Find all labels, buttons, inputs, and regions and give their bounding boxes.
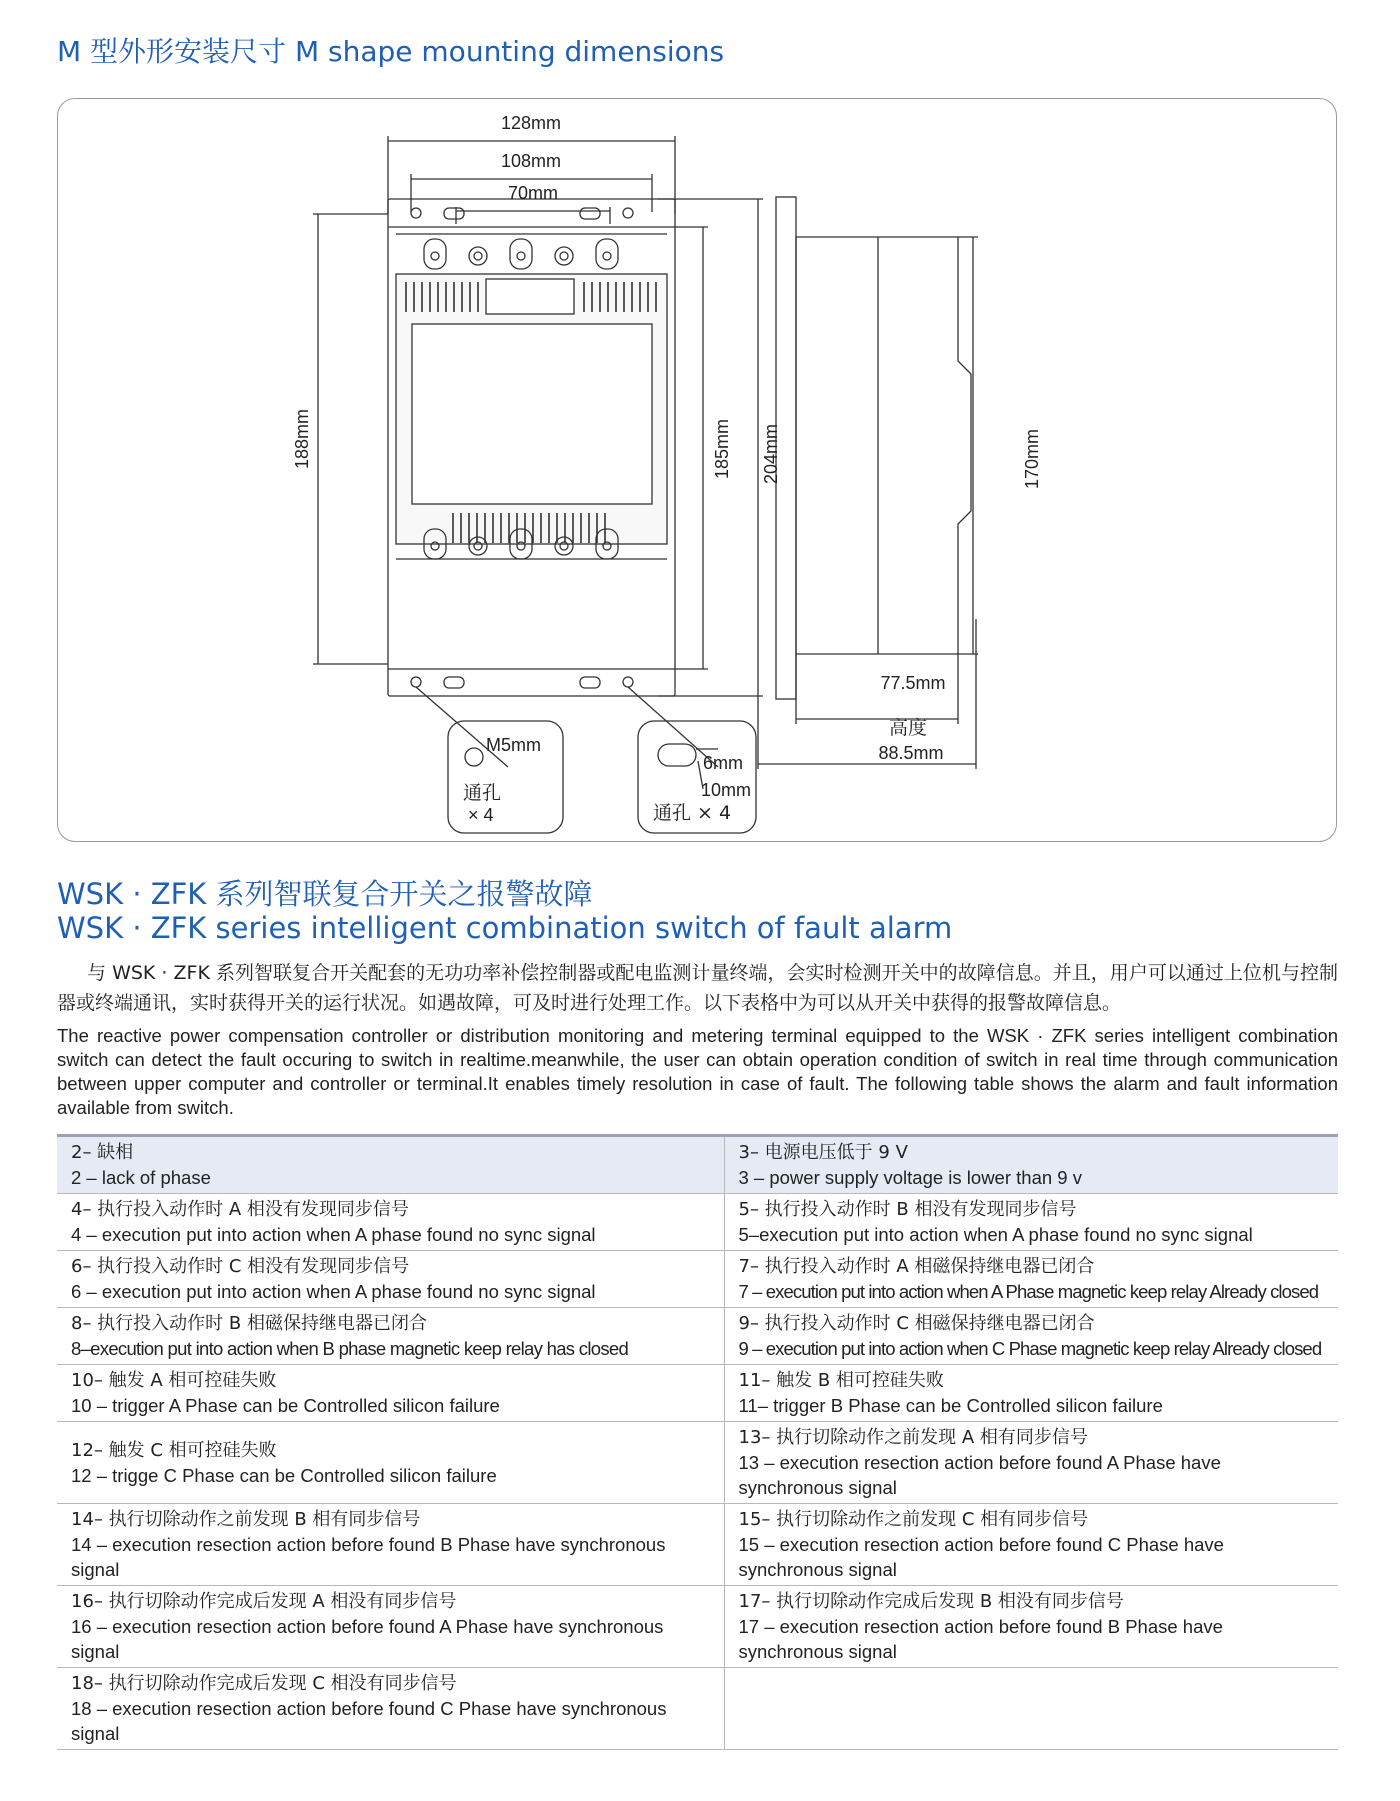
fault-cn: 7– 执行投入动作时 A 相磁保持继电器已闭合 bbox=[738, 1256, 1095, 1277]
table-cell bbox=[724, 1586, 1338, 1668]
label-108mm: 108mm bbox=[500, 151, 562, 171]
fault-en: 2 – lack of phase bbox=[71, 1167, 211, 1188]
fault-cn: 13– 执行切除动作之前发现 A 相有同步信号 bbox=[738, 1427, 1088, 1448]
table-row bbox=[57, 1194, 1338, 1251]
fault-en: 11– trigger B Phase can be Controlled silicon failure bbox=[738, 1395, 1163, 1416]
table-row bbox=[57, 1668, 1338, 1750]
table-cell bbox=[57, 1251, 724, 1308]
fault-en: 12 – trigge C Phase can be Controlled silicon failure bbox=[71, 1464, 497, 1486]
label-6mm: 6mm bbox=[703, 753, 743, 773]
page-title: M 型外形安装尺寸 M shape mounting dimensions bbox=[57, 35, 725, 68]
table-row bbox=[57, 1251, 1338, 1308]
fault-cn: 12– 触发 C 相可控硅失败 bbox=[71, 1439, 277, 1461]
table-cell bbox=[57, 1586, 724, 1668]
fault-en: 16 – execution resection action before found A Phase have synchronous signal bbox=[71, 1616, 664, 1662]
fault-cn: 15– 执行切除动作之前发现 C 相有同步信号 bbox=[738, 1509, 1089, 1530]
fault-cn: 11– 触发 B 相可控硅失败 bbox=[738, 1370, 944, 1391]
table-row bbox=[57, 1136, 1338, 1194]
table-row bbox=[57, 1586, 1338, 1668]
fault-en: 17 – execution resection action before found B Phase have synchronous signal bbox=[738, 1616, 1223, 1662]
table-cell bbox=[724, 1365, 1338, 1422]
label-x4: × 4 bbox=[468, 805, 494, 825]
table-cell bbox=[57, 1504, 724, 1586]
table-cell bbox=[724, 1504, 1338, 1586]
label-height: 高度 bbox=[888, 717, 928, 739]
table-cell bbox=[57, 1308, 724, 1365]
table-cell bbox=[57, 1194, 724, 1251]
fault-cn: 14– 执行切除动作之前发现 B 相有同步信号 bbox=[71, 1509, 421, 1530]
fault-en: 4 – execution put into action when A phase found no sync signal bbox=[71, 1224, 596, 1245]
fault-en: 15 – execution resection action before found C Phase have synchronous signal bbox=[738, 1534, 1224, 1580]
side-body bbox=[796, 237, 971, 654]
table-cell bbox=[57, 1668, 724, 1750]
fault-cn: 17– 执行切除动作完成后发现 B 相没有同步信号 bbox=[738, 1591, 1124, 1612]
fault-cn: 10– 触发 A 相可控硅失败 bbox=[71, 1370, 277, 1391]
label-185mm: 185mm bbox=[712, 418, 732, 480]
table-row bbox=[57, 1422, 1338, 1504]
table-cell bbox=[724, 1422, 1338, 1504]
fault-en: 7 – execution put into action when A Phase magnetic keep relay Already closed bbox=[738, 1281, 1319, 1302]
label-through-hole: 通孔 bbox=[463, 782, 502, 804]
fault-en: 6 – execution put into action when A phase found no sync signal bbox=[71, 1281, 596, 1302]
table-cell bbox=[724, 1194, 1338, 1251]
table-row bbox=[57, 1504, 1338, 1586]
fault-cn: 6– 执行投入动作时 C 相没有发现同步信号 bbox=[71, 1256, 410, 1277]
fault-cn: 18– 执行切除动作完成后发现 C 相没有同步信号 bbox=[71, 1673, 457, 1694]
table-cell bbox=[724, 1668, 1338, 1750]
label-188mm: 188mm bbox=[292, 408, 312, 470]
label-77-5mm: 77.5mm bbox=[880, 673, 946, 693]
fault-cn: 16– 执行切除动作完成后发现 A 相没有同步信号 bbox=[71, 1591, 457, 1612]
mounting-drawing bbox=[58, 99, 1338, 843]
mounting-diagram bbox=[57, 98, 1337, 842]
fault-en: 10 – trigger A Phase can be Controlled silicon failure bbox=[71, 1395, 500, 1416]
label-170mm: 170mm bbox=[1022, 428, 1042, 490]
section-title-en: WSK · ZFK series intelligent combination switch of fault alarm bbox=[57, 911, 953, 945]
label-10mm: 10mm bbox=[701, 780, 752, 800]
label-204mm: 204mm bbox=[761, 423, 781, 485]
label-m5mm: M5mm bbox=[486, 735, 541, 755]
fault-alarm-table bbox=[57, 1134, 1338, 1750]
table-row bbox=[57, 1308, 1338, 1365]
fault-en: 13 – execution resection action before found A Phase have synchronous signal bbox=[738, 1452, 1221, 1498]
fault-cn: 5– 执行投入动作时 B 相没有发现同步信号 bbox=[738, 1199, 1077, 1220]
label-70mm: 70mm bbox=[507, 183, 559, 203]
table-row bbox=[57, 1365, 1338, 1422]
table-cell bbox=[724, 1251, 1338, 1308]
fault-en: 18 – execution resection action before found C Phase have synchronous signal bbox=[71, 1698, 667, 1744]
fault-en: 9 – execution put into action when C Phase magnetic keep relay Already closed bbox=[738, 1338, 1322, 1359]
intro-paragraph-cn: 与 WSK · ZFK 系列智联复合开关配套的无功功率补偿控制器或配电监测计量终端，会实时检测开关中的故障信息。并且，用户可以通过上位机与控制器或终端通讯，实时获得开关的运行状况。如遇故障，可及时进行处理工作。以下表格中为可以从开关中获得的报警故障信息。 bbox=[57, 962, 1338, 1014]
table-cell bbox=[57, 1422, 724, 1504]
fault-cn: 3– 电源电压低于 9 V bbox=[738, 1142, 908, 1163]
table-cell bbox=[724, 1136, 1338, 1194]
intro-paragraph-en: The reactive power compensation controller or distribution monitoring and metering terminal equipped to the WSK · ZFK series intelligent combination switch can detect the fault occuring to switch in realtime.meanwhile, the user can obtain operation condition of switch in real time through communication between upper computer and controller or terminal.It enables timely resolution in case of fault. The following table shows the alarm and fault information available from switch. bbox=[57, 1025, 1338, 1118]
fault-cn: 4– 执行投入动作时 A 相没有发现同步信号 bbox=[71, 1199, 409, 1220]
fault-en: 5–execution put into action when A phase found no sync signal bbox=[738, 1224, 1253, 1245]
label-through-hole-x4: 通孔 × 4 bbox=[653, 802, 732, 824]
fault-cn: 8– 执行投入动作时 B 相磁保持继电器已闭合 bbox=[71, 1313, 427, 1334]
fault-cn: 9– 执行投入动作时 C 相磁保持继电器已闭合 bbox=[738, 1313, 1095, 1334]
label-88-5mm: 88.5mm bbox=[878, 743, 944, 763]
fault-en: 14 – execution resection action before found B Phase have synchronous signal bbox=[71, 1534, 666, 1580]
fault-en: 8–execution put into action when B phase magnetic keep relay has closed bbox=[71, 1338, 629, 1359]
table-cell bbox=[57, 1136, 724, 1194]
label-128mm: 128mm bbox=[500, 113, 562, 133]
table-cell bbox=[57, 1365, 724, 1422]
fault-en: 3 – power supply voltage is lower than 9 v bbox=[738, 1167, 1082, 1188]
section-title-cn: WSK · ZFK 系列智联复合开关之报警故障 bbox=[57, 877, 593, 911]
table-cell bbox=[724, 1308, 1338, 1365]
fault-cn: 2– 缺相 bbox=[71, 1142, 134, 1163]
